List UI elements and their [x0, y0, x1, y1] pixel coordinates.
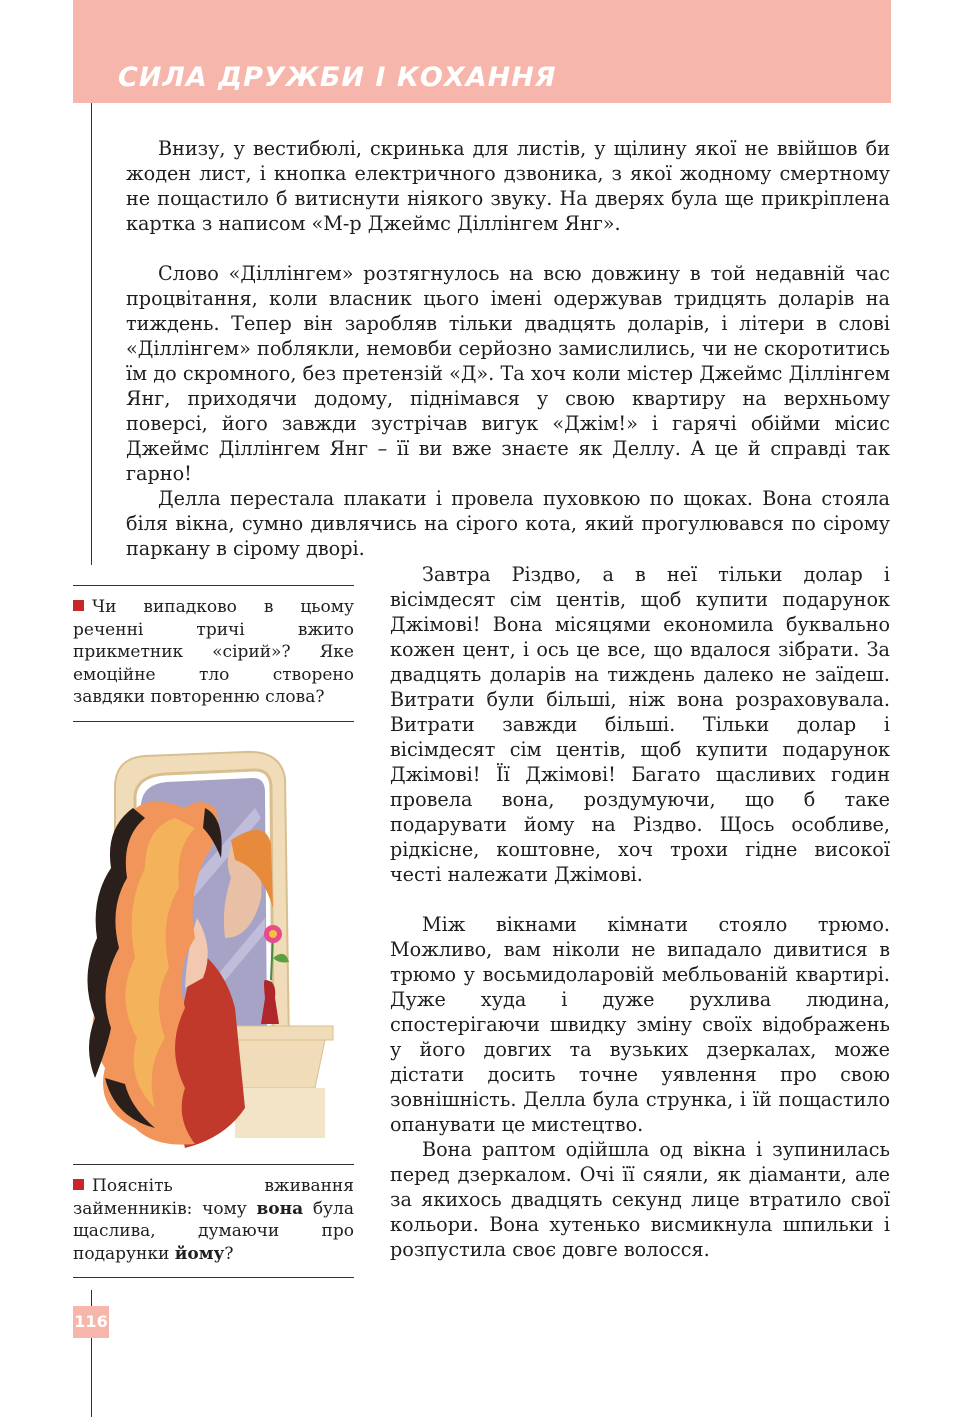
- question-2-end: ?: [224, 1243, 234, 1264]
- question-2-emphasis-vona: вона: [256, 1198, 304, 1219]
- question-1-text: Чи випадково в цьому реченні тричі вжито прикметник «сірий»? Яке емоційне тло створено завдяки повторенню слова?: [73, 597, 354, 707]
- paragraph-4: Завтра Різдво, а в неї тільки долар і вісімдесят сім центів, щоб купити подарунок Джімові! Вона місяцями економила буквально кожен цент, і ось це все, що вдалося зібрати. За двадцять доларів на тиждень далеко не заїдеш. Витрати були більші, ніж вона розраховувала. Витрати завжди більші. Тільки долар і вісімдесят сім центів, щоб купити подарунок Джімові! Її Джімові! Багато щасливих годин провела вона, роздумуючи, що б таке подарувати йому на Різдво. Щось особливе, рідкісне, коштовне, хоч трохи гідне високої честі належати Джімові.: [390, 563, 890, 886]
- illustration-woman-at-mirror: [75, 748, 345, 1154]
- question-2: [73, 1175, 354, 1265]
- question-2-text-cont: була щаслива, думаючи про подарунки: [73, 1198, 354, 1264]
- bullet-square-icon: [73, 600, 84, 611]
- paragraph-2: Слово «Діллінгем» розтягнулось на всю довжину в той недавній час процвітання, коли власник цього імені одержував тридцять доларів на тиждень. Тепер він заробляв тільки двадцять доларів, і літери в слові «Діллінгем» поблякли, немовби серйозно замислились, чи не скоротитись їм до скромного, без претензій «Д». Та хоч коли містер Джеймс Діллінгем Янг, приходячи додому, піднімався у свою квартиру на верхньому поверсі, його завжди зустрічав вигук «Джім!» і гарячі обійми місис Джеймс Діллінгем Янг – її ви вже знаєте як Деллу. А це й справді так гарно!: [126, 262, 890, 485]
- paragraph-6: Вона раптом одійшла од вікна і зупинилась перед дзеркалом. Очі її сяяли, як діаманти, але за якихось двадцять секунд лице втратило свої кольори. Вона хутенько висмикнула шпильки і розпустила своє довге волосся.: [390, 1138, 890, 1261]
- question-2-text: Поясніть вживання займенників: чому: [73, 1176, 354, 1219]
- question-2-emphasis-yomu: йому: [174, 1243, 225, 1264]
- chapter-title: СИЛА ДРУЖБИ І КОХАННЯ: [118, 62, 557, 93]
- bullet-square-icon: [73, 1179, 84, 1190]
- page-number: 116: [73, 1306, 109, 1338]
- question-box-1: [73, 585, 354, 722]
- paragraph-3: Делла перестала плакати і провела пуховкою по щоках. Вона стояла біля вікна, сумно дивлячись на сірого кота, який прогулювався по сірому паркану в сірому дворі.: [126, 487, 890, 560]
- chapter-header: [73, 0, 891, 103]
- paragraph-5: Між вікнами кімнати стояло трюмо. Можливо, вам ніколи не випадало дивитися в трюмо у восьмидоларовій мебльованій квартирі. Дуже худа і дуже рухлива людина, спостерігаючи швидку зміну своїх відображень у його довгих та вузьких дзеркалах, може дістати досить точне уявлення про свою зовнішність. Делла була струнка, і їй пощастило опанувати це мистецтво.: [390, 913, 890, 1136]
- question-1: [73, 596, 354, 709]
- paragraph-1: Внизу, у вестибюлі, скринька для листів, у щілину якої не ввійшов би жоден лист, і кнопка електричного дзвоника, з якої жодному смертному не пощастило б витиснути ніякого звуку. На дверях була ще прикріплена картка з написом «М-р Джеймс Діллінгем Янг».: [126, 137, 890, 235]
- question-box-2: [73, 1164, 354, 1278]
- margin-rule-top: [91, 103, 92, 565]
